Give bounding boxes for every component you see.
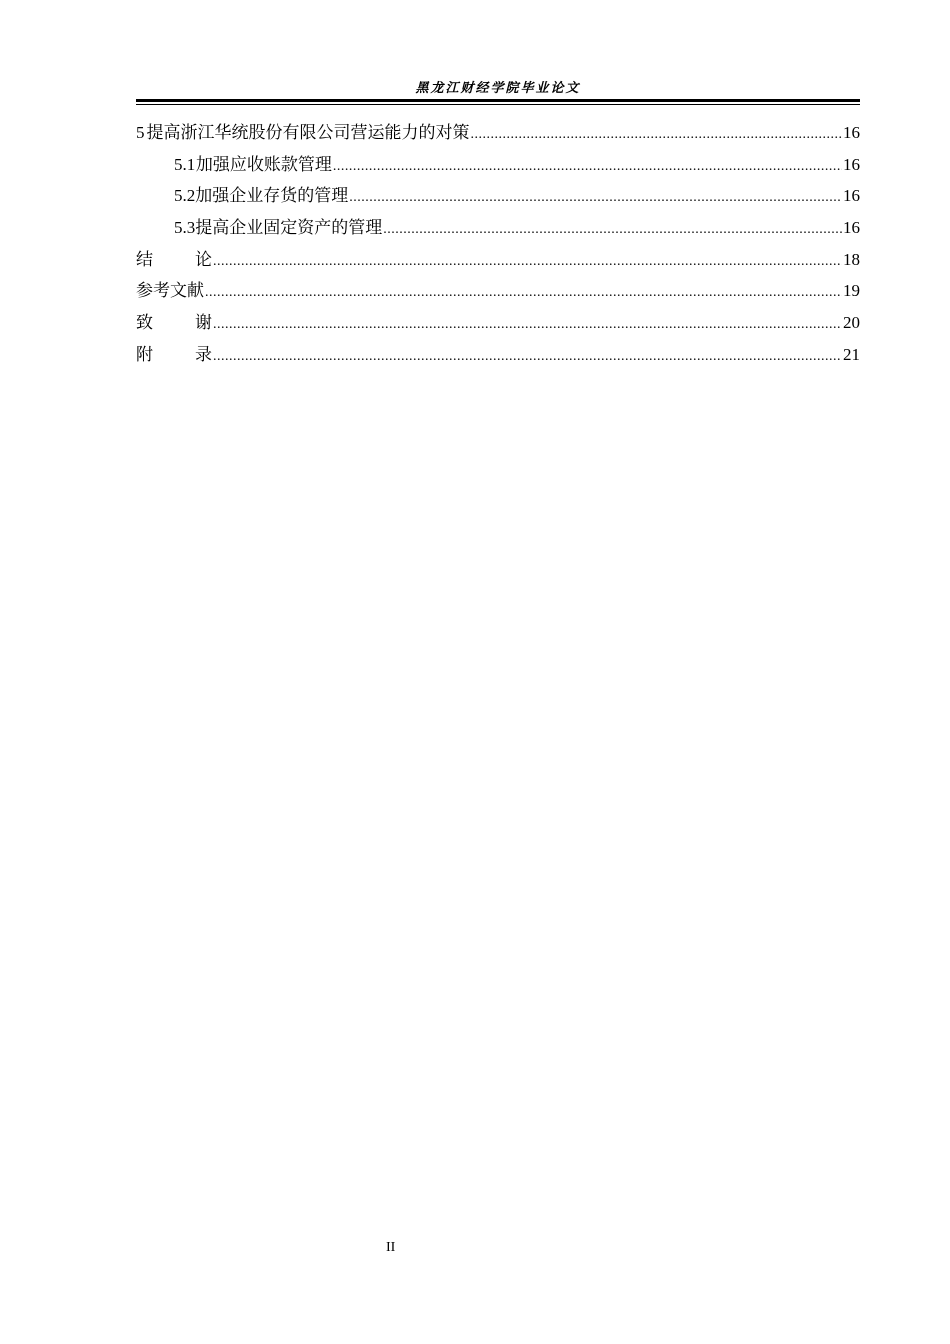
toc-entry-5-1[interactable] xyxy=(136,149,860,181)
toc-dot-leader xyxy=(349,182,842,214)
toc-entry-appendix[interactable] xyxy=(136,339,860,371)
toc-entry-number: 5.1 xyxy=(174,154,196,174)
toc-entry-acknowledgements[interactable] xyxy=(136,307,860,339)
toc-entry-5[interactable] xyxy=(136,117,860,149)
toc-entry-page: 16 xyxy=(843,218,860,238)
toc-entry-number: 5 xyxy=(136,123,145,142)
toc-entry-title: 结 论 xyxy=(136,249,212,270)
toc-entry-title: 提高浙江华统股份有限公司营运能力的对策 xyxy=(146,123,470,143)
page-number: II xyxy=(386,1240,396,1255)
header-rule-thick xyxy=(136,99,860,102)
toc-entry-number: 5.3 xyxy=(174,218,196,238)
toc-dot-leader xyxy=(213,341,842,373)
toc-entry-title: 致 谢 xyxy=(136,313,212,334)
toc-entry-page: 16 xyxy=(843,186,860,206)
toc-entry-page: 19 xyxy=(843,281,860,301)
toc-dot-leader xyxy=(471,119,842,151)
toc-entry-title: 加强企业存货的管理 xyxy=(195,186,349,207)
toc-dot-leader xyxy=(383,214,842,246)
toc-dot-leader xyxy=(205,277,842,309)
toc-entry-page: 18 xyxy=(843,249,860,269)
page-header-title: 黑龙江财经学院毕业论文 xyxy=(415,81,581,96)
toc-entry-title: 参考文献 xyxy=(136,281,204,302)
toc-entry-title: 加强应收账款管理 xyxy=(195,154,332,175)
toc-entry-page: 20 xyxy=(843,313,860,333)
toc-entry-5-3[interactable] xyxy=(136,212,860,244)
toc-entry-title: 附 录 xyxy=(136,344,212,365)
toc-entry-number: 5.2 xyxy=(174,186,196,206)
toc-entry-conclusion[interactable] xyxy=(136,244,860,276)
toc-entry-5-2[interactable] xyxy=(136,180,860,212)
toc-entry-page: 21 xyxy=(843,344,860,364)
table-of-contents xyxy=(136,117,860,371)
toc-dot-leader xyxy=(333,151,842,183)
toc-dot-leader xyxy=(213,309,842,341)
header-rule-thin xyxy=(136,104,860,105)
toc-entry-page: 16 xyxy=(843,154,860,174)
toc-entry-references[interactable] xyxy=(136,275,860,307)
toc-entry-page: 16 xyxy=(843,123,860,142)
toc-entry-title: 提高企业固定资产的管理 xyxy=(195,218,383,239)
toc-dot-leader xyxy=(213,246,842,278)
